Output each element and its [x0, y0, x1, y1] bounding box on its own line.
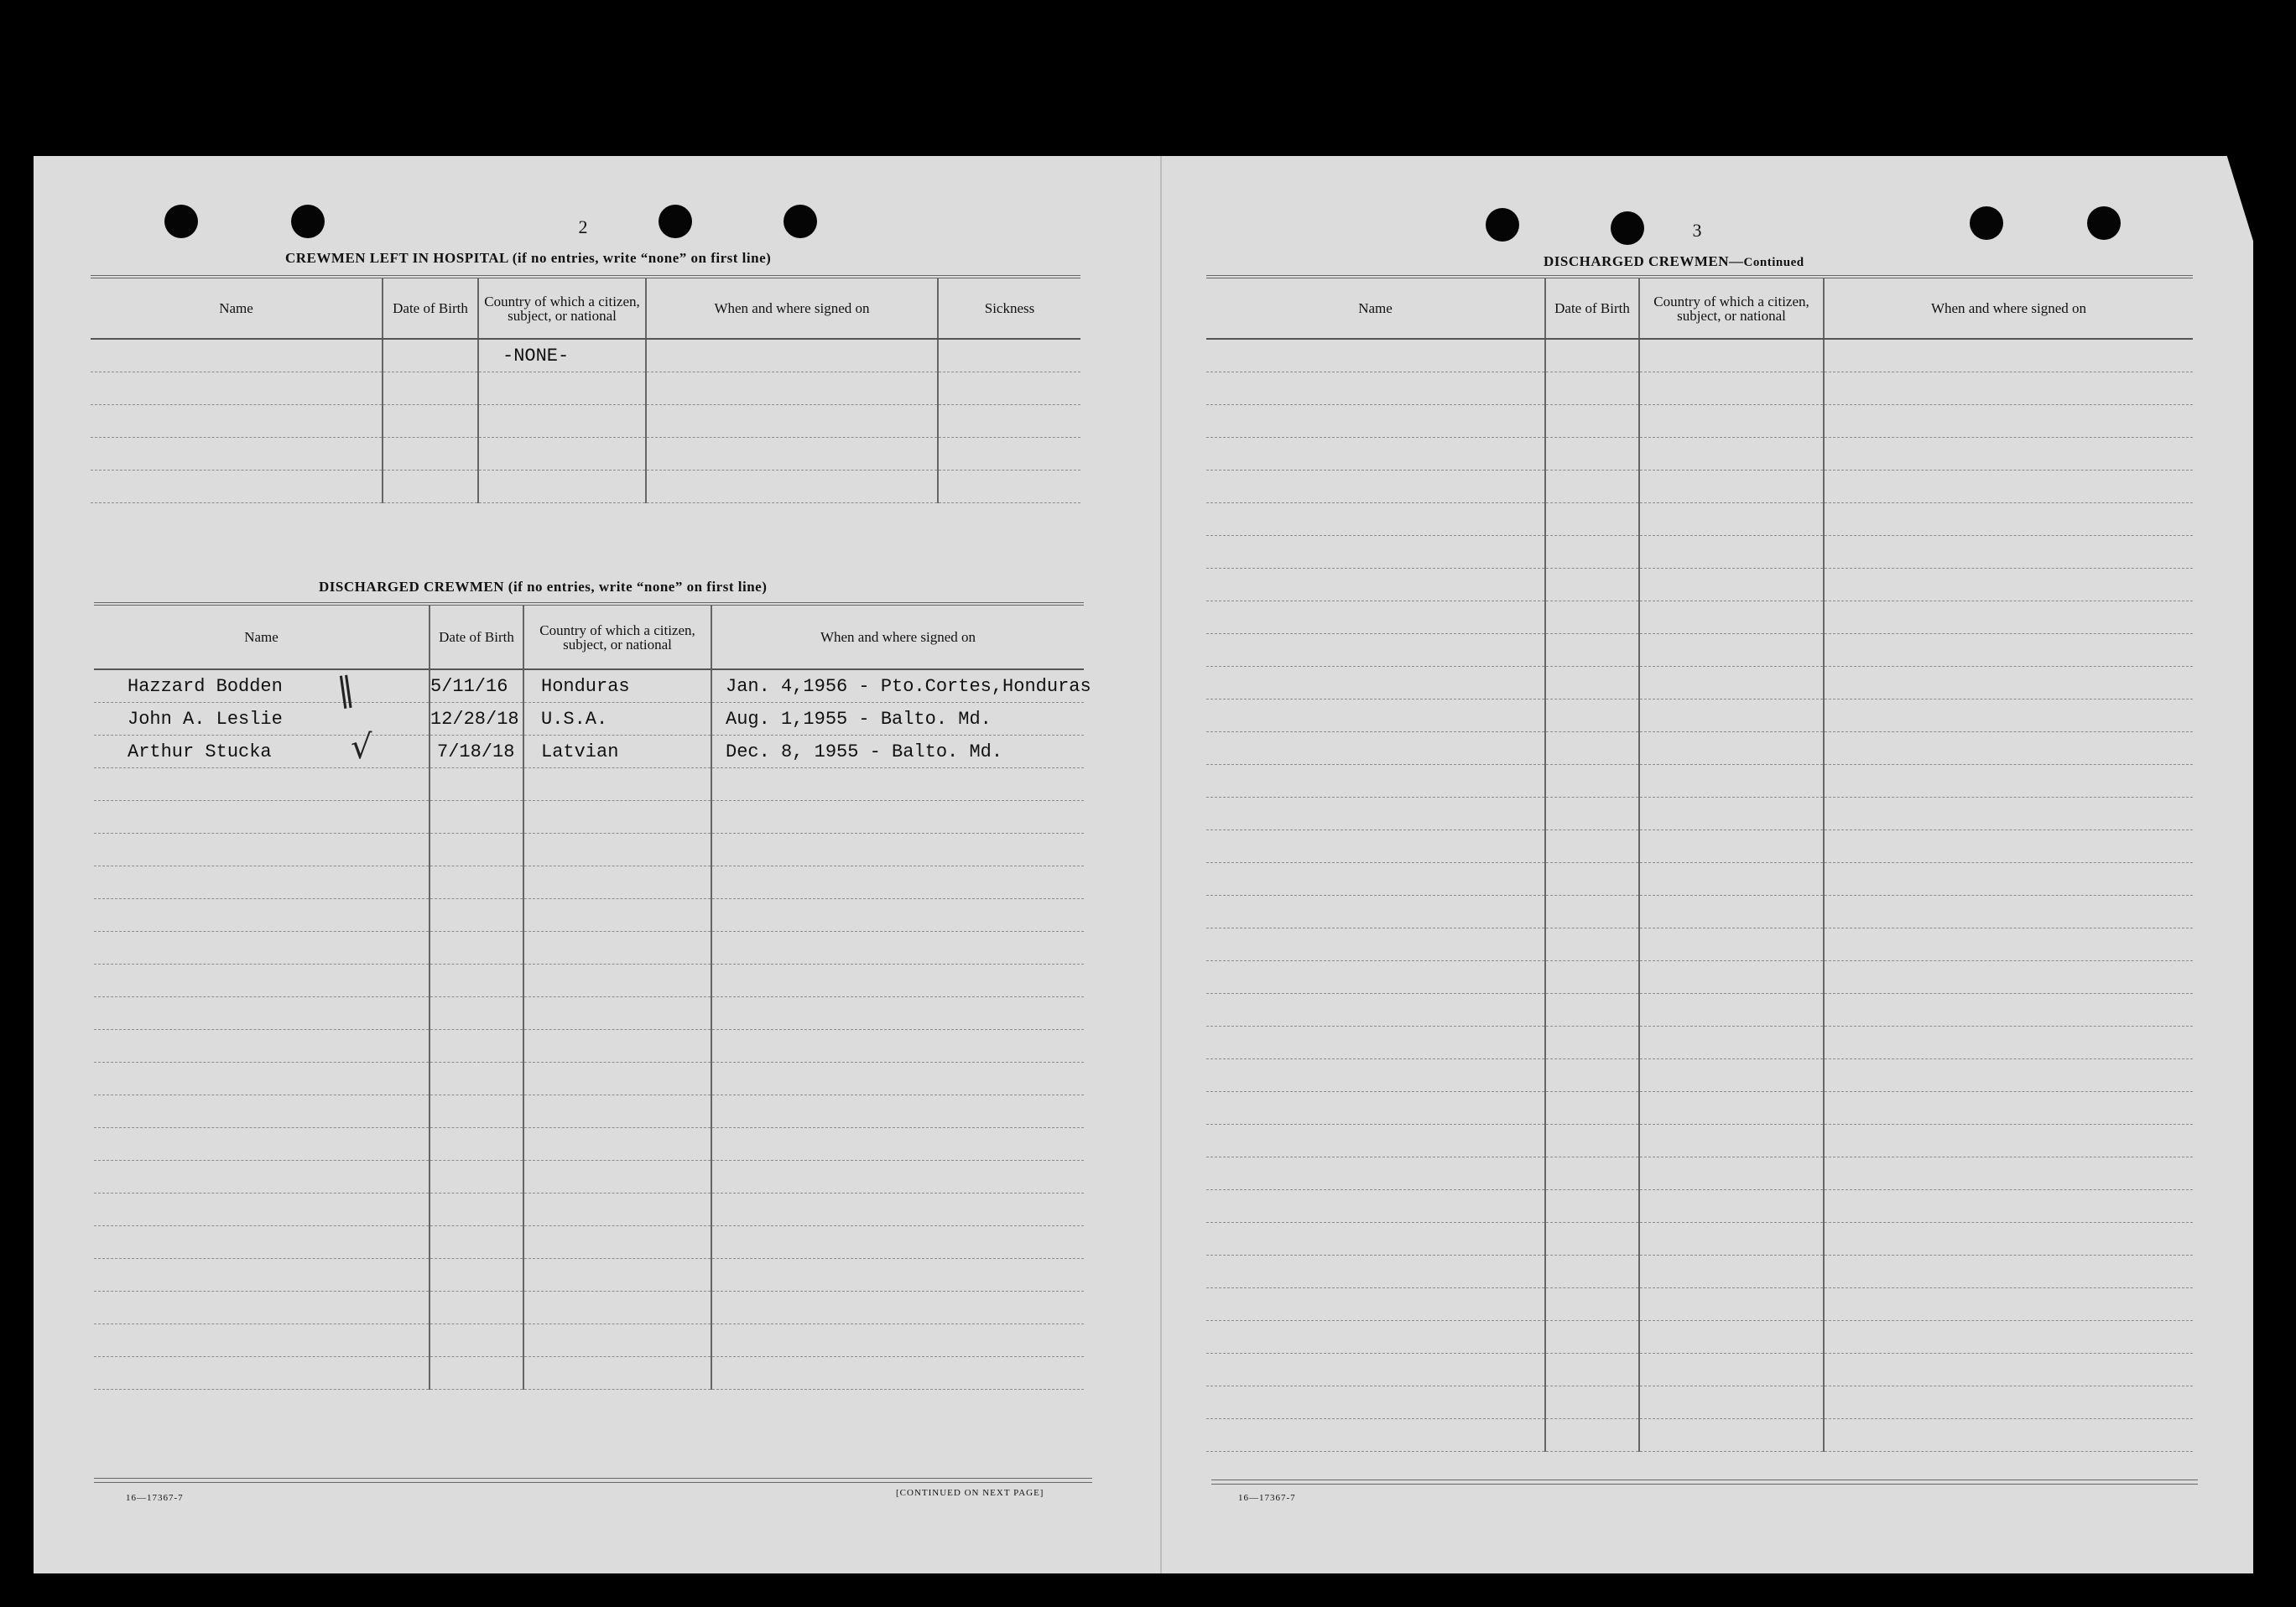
crew-dob: 7/18/18 [430, 736, 523, 768]
col-header-signed: When and where signed on [646, 277, 938, 339]
table-row [1206, 1059, 2193, 1092]
continued-note: [CONTINUED ON NEXT PAGE] [896, 1488, 1044, 1498]
table-row [1206, 372, 2193, 405]
none-entry: -NONE- [478, 339, 646, 372]
punch-hole [291, 205, 325, 238]
crew-country: U.S.A. [523, 703, 711, 736]
crew-name: Arthur Stucka [94, 736, 430, 768]
table-row [1206, 1125, 2193, 1157]
table-row [1206, 961, 2193, 994]
table-row [1206, 1354, 2193, 1386]
table-row [94, 1324, 1084, 1357]
discharged-title: DISCHARGED CREWMEN [319, 579, 505, 595]
table-row [94, 1030, 1084, 1063]
continued-section-title [1544, 253, 1804, 270]
table-row [91, 438, 1080, 471]
form-code: 16—17367-7 [126, 1493, 184, 1503]
col-header-country: Country of which a citizen, subject, or national [523, 604, 711, 669]
discharged-note: (if no entries, write “none” on first line) [508, 579, 768, 595]
crew-signed-on: Dec. 8, 1955 - Balto. Md. [711, 736, 1084, 768]
table-row [94, 736, 1084, 768]
table-row [94, 899, 1084, 932]
col-header-country: Country of which a citizen, subject, or national [1639, 277, 1824, 339]
table-row [1206, 503, 2193, 536]
col-header-name: Name [1206, 277, 1545, 339]
table-row [1206, 1190, 2193, 1223]
table-row [1206, 667, 2193, 699]
form-code: 16—17367-7 [1238, 1493, 1296, 1503]
page-number: 3 [1692, 220, 1702, 241]
check-mark: √ [351, 728, 372, 767]
hospital-table [91, 275, 1080, 503]
col-header-dob: Date of Birth [1545, 277, 1639, 339]
table-row [1206, 536, 2193, 569]
table-row [94, 669, 1084, 703]
discharged-table [94, 602, 1091, 1390]
table-row [1206, 1321, 2193, 1354]
table-row [1206, 732, 2193, 765]
col-header-dob: Date of Birth [430, 604, 523, 669]
table-row [94, 1292, 1084, 1324]
col-header-sickness: Sickness [938, 277, 1080, 339]
table-row [1206, 1288, 2193, 1321]
table-row [1206, 438, 2193, 471]
hospital-note: (if no entries, write “none” on first line) [512, 250, 772, 266]
discharged-continued-table [1206, 275, 2193, 1452]
table-row [94, 965, 1084, 997]
table-row [94, 801, 1084, 834]
table-row [1206, 765, 2193, 798]
table-row [1206, 699, 2193, 732]
table-row [1206, 896, 2193, 928]
table-row [94, 932, 1084, 965]
table-row [94, 866, 1084, 899]
crew-dob: 5/11/16 [430, 669, 523, 703]
table-row [91, 339, 1080, 372]
punch-hole [659, 205, 692, 238]
table-row [1206, 601, 2193, 634]
table-row [1206, 928, 2193, 961]
table-row [91, 405, 1080, 438]
table-row [1206, 1027, 2193, 1059]
continued-title: DISCHARGED CREWMEN— [1544, 253, 1744, 269]
table-row [1206, 1419, 2193, 1452]
table-row [94, 768, 1084, 801]
table-row [94, 1095, 1084, 1128]
bottom-rule [1211, 1480, 2198, 1485]
table-row [94, 1161, 1084, 1194]
punch-hole [164, 205, 198, 238]
col-header-dob: Date of Birth [383, 277, 478, 339]
continued-suffix: Continued [1743, 256, 1804, 269]
page-fold [1160, 156, 1162, 1573]
crew-country: Honduras [523, 669, 711, 703]
table-row [94, 834, 1084, 866]
table-row [1206, 471, 2193, 503]
bottom-rule [94, 1478, 1092, 1483]
crew-name: John A. Leslie [94, 703, 430, 736]
table-row [94, 1226, 1084, 1259]
table-row [1206, 830, 2193, 863]
table-row [1206, 1157, 2193, 1190]
table-row [1206, 994, 2193, 1027]
table-row [94, 997, 1084, 1030]
hospital-section-title [285, 250, 771, 267]
col-header-signed: When and where signed on [1824, 277, 2193, 339]
table-row [91, 372, 1080, 405]
crew-country: Latvian [523, 736, 711, 768]
table-row [1206, 405, 2193, 438]
handwritten-mark: ∥ [334, 669, 357, 711]
table-row [94, 703, 1084, 736]
col-header-name: Name [94, 604, 430, 669]
table-row [1206, 634, 2193, 667]
table-row [94, 1259, 1084, 1292]
punch-hole [1611, 211, 1644, 245]
crew-name: Hazzard Bodden [94, 669, 430, 703]
punch-hole [1486, 208, 1519, 242]
table-row [1206, 339, 2193, 372]
table-row [1206, 863, 2193, 896]
table-row [1206, 1386, 2193, 1419]
table-row [1206, 1092, 2193, 1125]
col-header-name: Name [91, 277, 383, 339]
table-row [1206, 798, 2193, 830]
table-row [94, 1357, 1084, 1390]
punch-hole [1970, 206, 2003, 240]
crew-signed-on: Jan. 4,1956 - Pto.Cortes,Honduras [711, 669, 1084, 703]
col-header-signed: When and where signed on [711, 604, 1084, 669]
hospital-title: CREWMEN LEFT IN HOSPITAL [285, 250, 508, 266]
table-row [94, 1063, 1084, 1095]
crew-dob: 12/28/18 [430, 703, 523, 736]
table-row [94, 1128, 1084, 1161]
discharged-section-title [319, 579, 767, 595]
col-header-country: Country of which a citizen, subject, or national [478, 277, 646, 339]
crew-signed-on: Aug. 1,1955 - Balto. Md. [711, 703, 1084, 736]
punch-hole [784, 205, 817, 238]
page-number: 2 [578, 216, 588, 237]
table-row [91, 471, 1080, 503]
table-row [94, 1194, 1084, 1226]
table-row [1206, 569, 2193, 601]
punch-hole [2087, 206, 2121, 240]
table-row [1206, 1256, 2193, 1288]
table-row [1206, 1223, 2193, 1256]
